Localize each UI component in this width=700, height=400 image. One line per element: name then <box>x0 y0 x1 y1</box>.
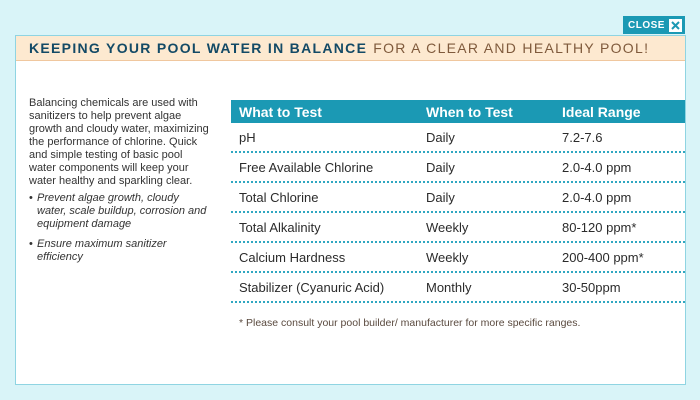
close-button[interactable] <box>623 16 685 34</box>
cell-frequency: Monthly <box>426 279 472 295</box>
benefit-item: • Prevent algae growth, cloudy water, scale buildup, corrosion and equipment damage <box>29 192 211 231</box>
header-when: When to Test <box>426 103 513 120</box>
header-range: Ideal Range <box>562 103 641 120</box>
title-banner <box>16 36 685 61</box>
banner-subtitle: FOR A CLEAR AND HEALTHY POOL! <box>373 40 650 56</box>
header-what: What to Test <box>239 103 322 120</box>
table-row <box>231 153 685 183</box>
intro-text <box>29 97 211 271</box>
close-label: CLOSE <box>628 19 665 31</box>
cell-frequency: Daily <box>426 129 455 145</box>
table-row <box>231 213 685 243</box>
intro-paragraph: Balancing chemicals are used with sanitizers to help prevent algae growth and cloudy water, maximizing the performance of chlorine. Quick and simple testing of basic pool water components will keep your water healthy and sparkling clear. <box>29 97 209 187</box>
cell-range: 2.0-4.0 ppm <box>562 159 632 175</box>
cell-range: 2.0-4.0 ppm <box>562 189 632 205</box>
cell-range: 80-120 ppm* <box>562 219 637 235</box>
cell-frequency: Daily <box>426 159 455 175</box>
cell-test: Total Alkalinity <box>239 219 321 235</box>
table-row <box>231 243 685 273</box>
cell-test: Calcium Hardness <box>239 249 346 265</box>
cell-range: 7.2-7.6 <box>562 129 603 145</box>
cell-frequency: Weekly <box>426 219 469 235</box>
cell-test: Free Available Chlorine <box>239 159 374 175</box>
cell-test: Total Chlorine <box>239 189 319 205</box>
pool-balance-modal <box>15 35 686 385</box>
cell-range: 200-400 ppm* <box>562 249 644 265</box>
benefit-item: • Ensure maximum sanitizer efficiency <box>29 238 211 264</box>
table-row <box>231 123 685 153</box>
table-row <box>231 183 685 213</box>
cell-range: 30-50ppm <box>562 279 621 295</box>
cell-test: Stabilizer (Cyanuric Acid) <box>239 279 385 295</box>
table-header <box>231 100 685 123</box>
banner-title: KEEPING YOUR POOL WATER IN BALANCE <box>29 40 368 56</box>
benefits-list <box>29 192 211 264</box>
cell-frequency: Daily <box>426 189 455 205</box>
footnote: * Please consult your pool builder/ manufacturer for more specific ranges. <box>239 317 581 329</box>
cell-frequency: Weekly <box>426 249 469 265</box>
cell-test: pH <box>239 129 256 145</box>
testing-table <box>231 100 685 329</box>
close-icon[interactable] <box>669 19 682 32</box>
table-row <box>231 273 685 303</box>
